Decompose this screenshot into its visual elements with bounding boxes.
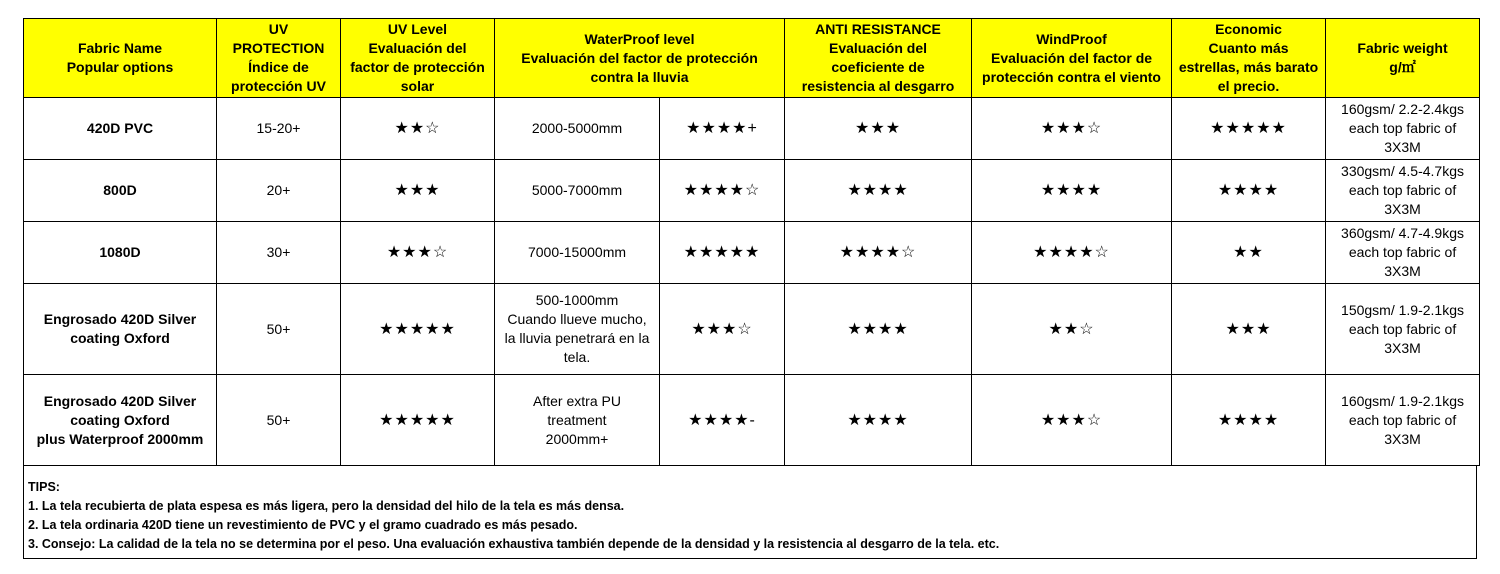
fabric-weight-cell: 160gsm/ 1.9-2.1kgs each top fabric of 3X3M: [1326, 375, 1480, 466]
anti-resistance-rating: ★★★★: [785, 375, 972, 466]
windproof-rating: ★★★☆: [972, 98, 1172, 160]
fabric-table: [23, 18, 1480, 466]
anti-resistance-rating: ★★★★: [785, 284, 972, 375]
uv-protection-cell: 50+: [217, 375, 341, 466]
header-uv-level: UV Level Evaluación del factor de protección solar: [341, 19, 495, 98]
waterproof-value-cell: After extra PU treatment 2000mm+: [495, 375, 660, 466]
header-anti-resistance: ANTI RESISTANCE Evaluación del coeficiente de resistencia al desgarro: [785, 19, 972, 98]
economic-rating: ★★★★★: [1172, 98, 1326, 160]
fabric-weight-cell: 360gsm/ 4.7-4.9kgs each top fabric of 3X3M: [1326, 222, 1480, 284]
windproof-rating: ★★★★☆: [972, 222, 1172, 284]
uv-protection-cell: 30+: [217, 222, 341, 284]
waterproof-value-cell: 7000-15000mm: [495, 222, 660, 284]
table-row: [24, 222, 1480, 284]
uv-protection-cell: 20+: [217, 160, 341, 222]
waterproof-rating: ★★★★-: [660, 375, 785, 466]
waterproof-value-cell: 2000-5000mm: [495, 98, 660, 160]
uv-level-rating: ★★★☆: [341, 222, 495, 284]
windproof-rating: ★★★★: [972, 160, 1172, 222]
economic-rating: ★★: [1172, 222, 1326, 284]
waterproof-rating: ★★★☆: [660, 284, 785, 375]
anti-resistance-rating: ★★★★: [785, 160, 972, 222]
tip-line: 3. Consejo: La calidad de la tela no se determina por el peso. Una evaluación exhaustiva también depende de la densidad y la resistencia al desgarro de la tela. etc.: [28, 537, 1000, 551]
fabric-name-cell: Engrosado 420D Silver coating Oxford plus Waterproof 2000mm: [24, 375, 217, 466]
header-waterproof: WaterProof level Evaluación del factor de protección contra la lluvia: [495, 19, 785, 98]
tips-title: TIPS:: [28, 480, 60, 494]
header-windproof: WindProof Evaluación del factor de protección contra el viento: [972, 19, 1172, 98]
fabric-weight-cell: 160gsm/ 2.2-2.4kgs each top fabric of 3X3M: [1326, 98, 1480, 160]
fabric-name-cell: 1080D: [24, 222, 217, 284]
uv-level-rating: ★★☆: [341, 98, 495, 160]
table-row: [24, 375, 1480, 466]
header-row: [24, 19, 1480, 98]
uv-level-rating: ★★★★★: [341, 284, 495, 375]
fabric-name-cell: 800D: [24, 160, 217, 222]
tip-line: 2. La tela ordinaria 420D tiene un revestimiento de PVC y el gramo cuadrado es más pesado.: [28, 518, 578, 532]
table-row: [24, 160, 1480, 222]
waterproof-rating: ★★★★☆: [660, 160, 785, 222]
economic-rating: ★★★★: [1172, 160, 1326, 222]
anti-resistance-rating: ★★★★☆: [785, 222, 972, 284]
economic-rating: ★★★: [1172, 284, 1326, 375]
waterproof-value-cell: 500-1000mm Cuando llueve mucho, la lluvia penetrará en la tela.: [495, 284, 660, 375]
fabric-name-cell: 420D PVC: [24, 98, 217, 160]
waterproof-rating: ★★★★+: [660, 98, 785, 160]
fabric-name-cell: Engrosado 420D Silver coating Oxford: [24, 284, 217, 375]
anti-resistance-rating: ★★★: [785, 98, 972, 160]
header-fabric-name: Fabric Name Popular options: [24, 19, 217, 98]
windproof-rating: ★★☆: [972, 284, 1172, 375]
table-row: [24, 284, 1480, 375]
waterproof-value-cell: 5000-7000mm: [495, 160, 660, 222]
header-fabric-weight: Fabric weight g/㎡: [1326, 19, 1480, 98]
waterproof-rating: ★★★★★: [660, 222, 785, 284]
header-uv-protection: UV PROTECTION Índice de protección UV: [217, 19, 341, 98]
tips-box: [23, 466, 1477, 559]
economic-rating: ★★★★: [1172, 375, 1326, 466]
fabric-weight-cell: 330gsm/ 4.5-4.7kgs each top fabric of 3X3M: [1326, 160, 1480, 222]
tip-line: 1. La tela recubierta de plata espesa es más ligera, pero la densidad del hilo de la tela es más densa.: [28, 499, 625, 513]
table-row: [24, 98, 1480, 160]
fabric-weight-cell: 150gsm/ 1.9-2.1kgs each top fabric of 3X3M: [1326, 284, 1480, 375]
uv-level-rating: ★★★: [341, 160, 495, 222]
fabric-comparison-sheet: [23, 18, 1479, 559]
header-economic: Economic Cuanto más estrellas, más barato el precio.: [1172, 19, 1326, 98]
uv-protection-cell: 50+: [217, 284, 341, 375]
windproof-rating: ★★★☆: [972, 375, 1172, 466]
uv-protection-cell: 15-20+: [217, 98, 341, 160]
uv-level-rating: ★★★★★: [341, 375, 495, 466]
